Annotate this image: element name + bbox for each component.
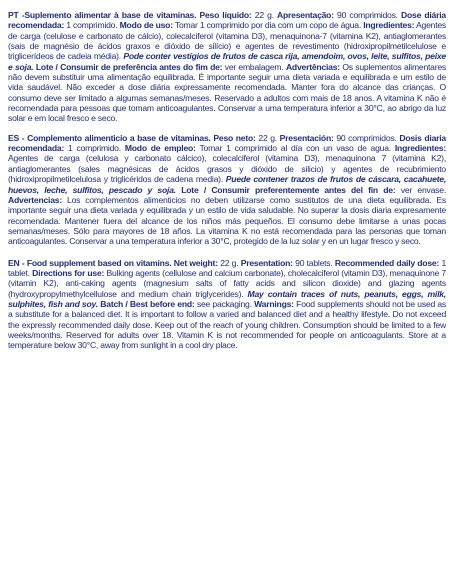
text-run: Dose diária recomendada: — [8, 10, 446, 31]
text-run: Agentes de carga (celulosa y carbonato cálcico), colecalciferol (vitamina D3), menaquinona 7 (vitamina K2), antiaglomerantes (sales magnésicas de ácidos grasos y dióxido de silicio) y agentes de recubrimiento (hidroxipropilmetilcelulosa y triglicéridos de cadena media). — [8, 153, 446, 185]
label-block-en — [8, 258, 446, 351]
text-run: Puede contener trazos de frutos de cáscara, cacahuete, huevos, leche, sulfitos, pescado y soja. — [8, 174, 446, 195]
supplement-label — [8, 10, 446, 578]
text-run: ES - Complemento alimenticio a base de vitaminas. Peso neto: — [8, 132, 256, 143]
text-run: see packaging. — [194, 298, 255, 309]
text-run: 90 comprimidos. — [333, 10, 402, 20]
text-run: Os suplementos alimentares não devem substituir uma alimentação equilibrada. É importante seguir uma dieta variada e equilibrada e um estilo de vida saudável. Não exceder a dose diária expressamente recomendada. Manter fora do alcance das crianças. O consumo deve ser limitado a algumas semanas/meses. Reservado a adultos com mais de 18 anos. A vitamina K não é recomendada para pessoas que tomam anticoagulantes. Conservar a uma temperatura inferior a 30°C, ao abrigo da luz solar e em local fresco e seco. — [8, 61, 446, 124]
text-run: PT -Suplemento alimentar à base de vitaminas. Peso líquido: — [8, 10, 252, 20]
text-run: 1 comprimido. — [64, 20, 120, 31]
text-run: Ingredientes: — [394, 143, 446, 154]
text-run: 1 comprimido. — [64, 143, 125, 154]
label-block-es — [8, 133, 446, 247]
text-run: ver embalagem. — [222, 61, 286, 72]
text-run: Tomar 1 comprimido por dia com um copo de água. — [172, 20, 364, 31]
text-run: 22 g. — [251, 10, 278, 20]
text-run: Bulking agents (cellulose and calcium carbonate), cholecalciferol (vitamin D3), menaquinone 7 (vitamin K2), anti-caking agents (magnesium salts of fatty acids and silicon dioxide) and glazing agents (hydroxypropylmethylcellulose and medium chain triglycerides). — [8, 267, 446, 299]
text-run: ver envase. — [395, 184, 446, 195]
text-run: Presentation: — [240, 257, 293, 268]
text-run: Batch / Best before end: — [100, 298, 195, 309]
text-run: Apresentação: — [277, 10, 334, 20]
text-run: Directions for use: — [32, 267, 105, 278]
label-block-pt — [8, 10, 446, 124]
text-run: 22 g. — [217, 257, 241, 268]
text-run: Warnings: — [254, 298, 294, 309]
text-run: Recommended daily dose: — [334, 257, 440, 268]
text-run: Pode conter vestígios de frutos de casca rija, amendoim, ovos, leite, sulfitos, peixe e soja. — [8, 51, 446, 72]
text-run: Advertencias: — [8, 194, 62, 205]
text-run: Dosis diaria recomendada: — [8, 132, 446, 154]
text-run: Modo de empleo: — [124, 143, 196, 154]
text-run: Ingredientes: — [363, 20, 415, 31]
text-run: Lote / Consumir preferentemente antes del fin de: — [181, 184, 396, 195]
text-run: 1 tablet. — [8, 257, 446, 278]
text-run: 90 tablets. — [292, 257, 335, 268]
text-run: Modo de uso: — [119, 20, 173, 31]
text-run: Advertências: — [285, 61, 340, 72]
text-run: Los complementos alimenticios no deben utilizarse como sustitutos de una dieta equilibrada. Es importante seguir una dieta variada y equilibrada y un estilo de vida saludable. No superar la dosis diaria expresamente recomendada. Mantener fuera del alcance de los niños más pequeños. El consumo debe limitarse a unas pocas semanas/meses. Sólo para mayores de 18 años. La vitamina K no está recomendada para las personas que toman anticoagulantes. Conservar a una temperatura inferior a 30°C, protegido de la luz solar y en un lugar fresco y seco. — [8, 194, 446, 247]
text-run: Presentación: — [279, 132, 334, 143]
text-run: Lote / Consumir de preferência antes do fim de: — [35, 61, 223, 72]
text-run: Tomar 1 comprimido al día con un vaso de agua. — [195, 143, 395, 154]
text-run: Agentes de carga (celulose e carbonato de cálcio), colecalciferol (vitamina D3), menaquinona-7 (vitamina K2), antiaglomerantes (sais de magnésio de ácidos graxos e dióxido de silício) e agentes de revestimento (hidroxipropilmetilcelulose e triglicerídeos de cadeia média). — [8, 20, 446, 62]
text-run: 22 g. — [255, 132, 280, 143]
text-run: Food supplements should not be used as a substitute for a balanced diet. It is important to follow a varied and balanced diet and a healthy lifestyle. Do not exceed the expressly recommended daily dose. Keep out of the reach of young children. Consumption should be limited to a few weeks/months. Reserved for adults over 18. Vitamin K is not recommended for people on anticoagulants. Store at a temperature below 30°C, away from sunlight in a cool dry place. — [8, 298, 446, 351]
text-run: May contain traces of nuts, peanuts, eggs, milk, sulphites, fish and soy. — [8, 288, 446, 309]
text-run: 90 comprimidos. — [333, 132, 400, 143]
text-run: EN - Food supplement based on vitamins. Net weight: — [8, 257, 218, 268]
